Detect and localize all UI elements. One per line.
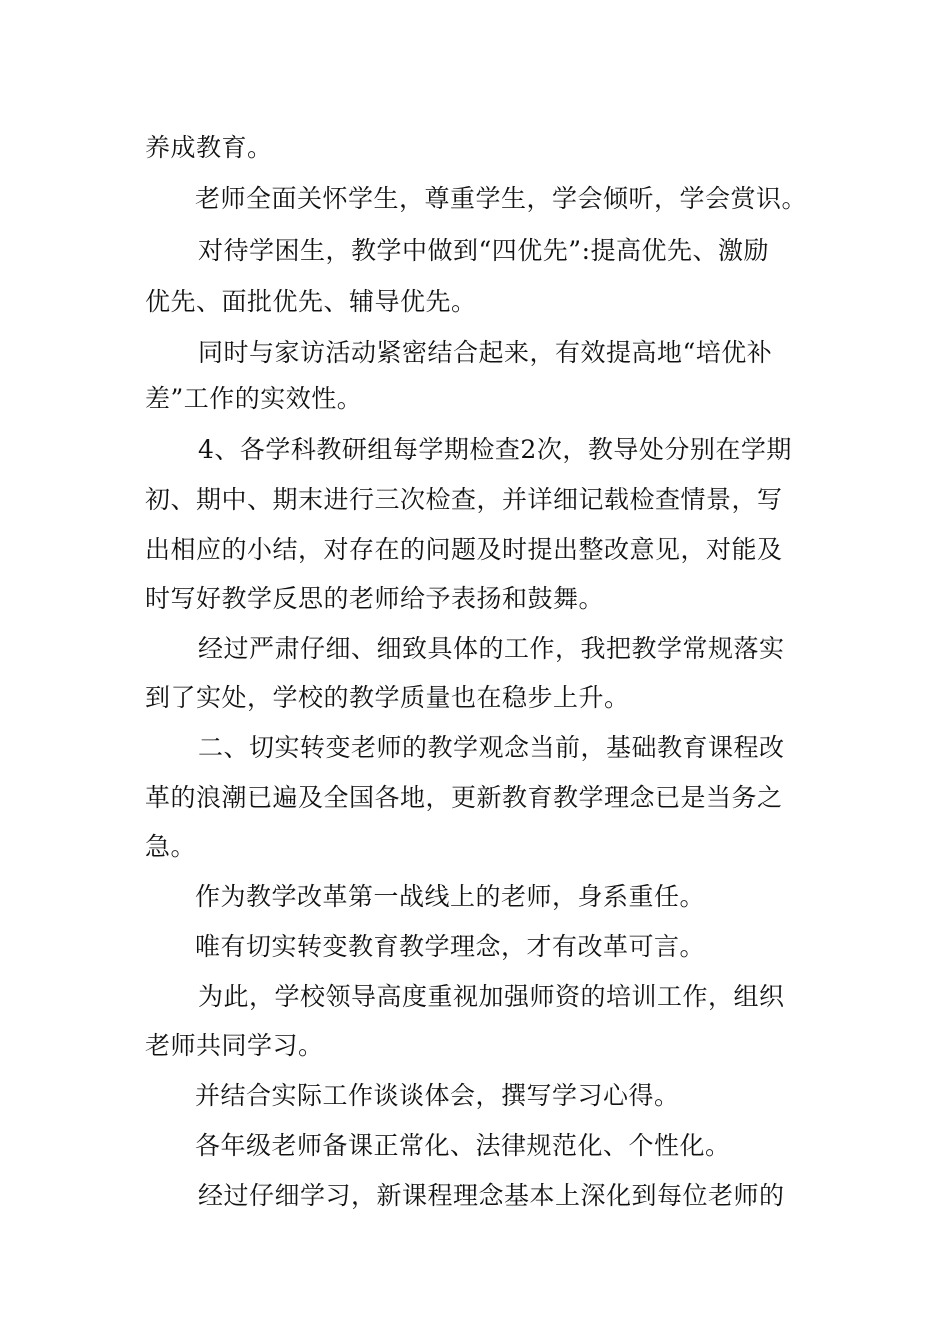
- text-line: 到了实处，学校的教学质量也在稳步上升。: [145, 683, 630, 712]
- text-line: 急。: [145, 832, 197, 861]
- text-line: 作为教学改革第一战线上的老师，身系重任。: [195, 882, 706, 911]
- text-line: 革的浪潮已遍及全国各地，更新教育教学理念已是当务之: [145, 783, 783, 812]
- text-line: 优先、面批优先、辅导优先。: [145, 287, 477, 316]
- text-line: 经过严肃仔细、细致具体的工作，我把教学常规落实: [198, 634, 785, 663]
- text-line: 经过仔细学习，新课程理念基本上深化到每位老师的: [198, 1181, 785, 1210]
- text-line: 为此，学校领导高度重视加强师资的培训工作，组织: [198, 982, 785, 1011]
- text-line: 二、切实转变老师的教学观念当前，基础教育课程改: [198, 733, 785, 762]
- text-line: 老师共同学习。: [145, 1031, 324, 1060]
- text-line: 同时与家访活动紧密结合起来，有效提高地“培优补: [198, 338, 773, 367]
- text-line: 差”工作的实效性。: [145, 384, 363, 413]
- text-line: 各年级老师备课正常化、法律规范化、个性化。: [195, 1131, 731, 1160]
- text-line: 并结合实际工作谈谈体会，撰写学习心得。: [195, 1081, 680, 1110]
- text-line: 老师全面关怀学生，尊重学生，学会倾听，学会赏识。: [195, 184, 808, 213]
- text-line: 对待学困生，教学中做到“四优先”:提高优先、激励: [198, 236, 769, 265]
- text-line: 4、各学科教研组每学期检查2次，教导处分别在学期: [198, 435, 792, 464]
- text-line: 时写好教学反思的老师给予表扬和鼓舞。: [145, 584, 605, 613]
- text-line: 出相应的小结，对存在的问题及时提出整改意见，对能及: [145, 535, 783, 564]
- text-line: 唯有切实转变教育教学理念，才有改革可言。: [195, 932, 706, 961]
- text-line: 养成教育。: [145, 133, 273, 162]
- text-line: 初、期中、期末进行三次检查，并详细记载检查情景，写: [145, 485, 783, 514]
